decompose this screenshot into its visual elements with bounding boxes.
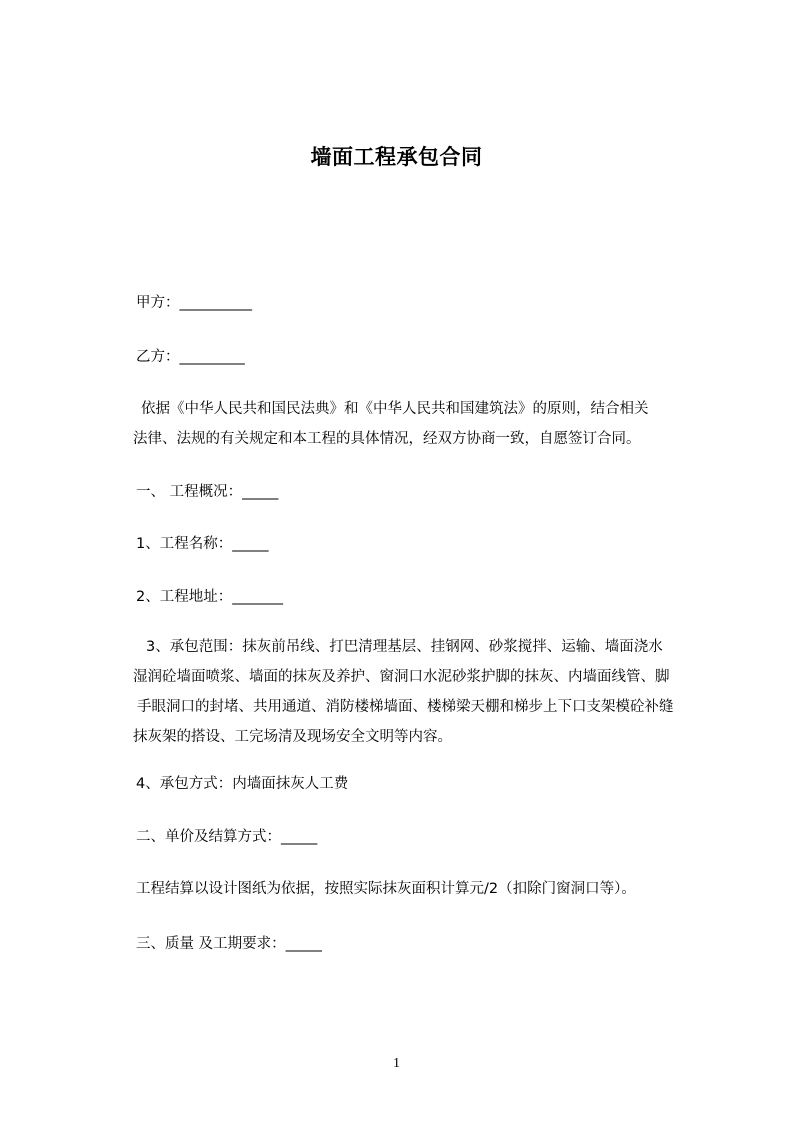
section-heading-2: 二、单价及结算方式：_____ xyxy=(136,829,318,845)
party-b-line: 乙方：_________ xyxy=(136,349,245,365)
scope-line: 抹灰架的搭设、工完场清及现场安全文明等内容。 xyxy=(133,729,452,745)
intro-paragraph xyxy=(133,394,716,454)
intro-line: 依据《中华人民共和国民法典》和《中华人民共和国建筑法》的原则，结合相关 xyxy=(141,401,649,417)
item-project-address: 2、工程地址：_______ xyxy=(136,589,283,605)
party-a-line: 甲方：__________ xyxy=(136,295,252,311)
section-heading-3: 三、质量 及工期要求：_____ xyxy=(136,936,322,952)
settlement-line: 工程结算以设计图纸为依据，按照实际抹灰面积计算元/2（扣除门窗洞口等）。 xyxy=(136,881,636,897)
scope-paragraph xyxy=(133,632,716,752)
intro-line: 法律、法规的有关规定和本工程的具体情况，经双方协商一致，自愿签订合同。 xyxy=(133,431,641,447)
section-heading-1: 一、 工程概况：_____ xyxy=(136,484,279,500)
item-contract-method: 4、承包方式：内墙面抹灰人工费 xyxy=(136,776,349,792)
page-number: 1 xyxy=(393,1056,400,1071)
item-project-name: 1、工程名称：_____ xyxy=(136,536,269,552)
scope-line: 湿润砼墙面喷浆、墙面的抹灰及养护、窗洞口水泥砂浆护脚的抹灰、内墙面线管、脚 xyxy=(133,669,670,685)
scope-line: 3、承包范围：抹灰前吊线、打巴清理基层、挂钢网、砂浆搅拌、运输、墙面浇水 xyxy=(146,639,663,655)
scope-line: 手眼洞口的封堵、共用通道、消防楼梯墙面、楼梯梁天棚和梯步上下口支架模砼补缝 xyxy=(137,699,674,715)
document-title: 墙面工程承包合同 xyxy=(310,145,483,169)
